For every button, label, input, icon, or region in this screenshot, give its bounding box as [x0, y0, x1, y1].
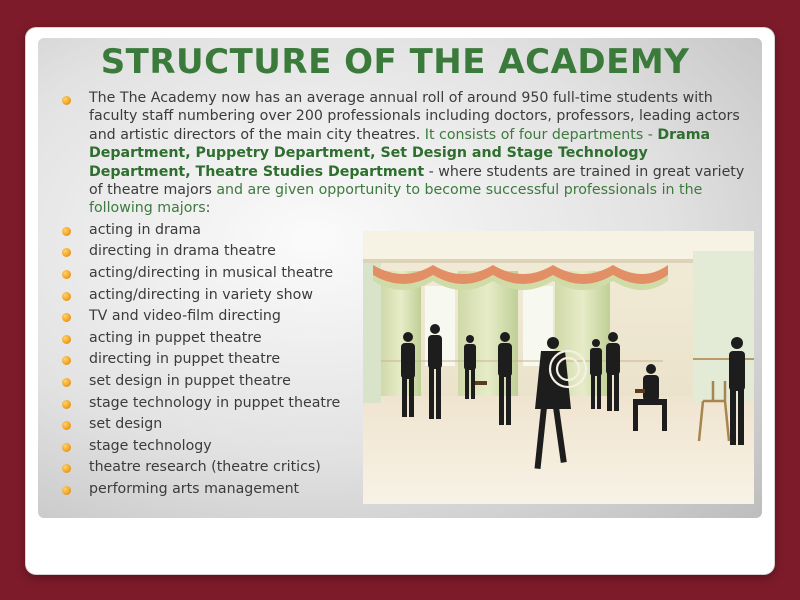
- bullet-icon: [62, 421, 71, 430]
- major-label: theatre research (theatre critics): [89, 459, 321, 476]
- bullet-icon: [62, 356, 71, 365]
- bullet-icon: [62, 270, 71, 279]
- major-label: directing in puppet theatre: [89, 351, 281, 368]
- bullet-icon: [62, 378, 71, 387]
- major-label: stage technology in puppet theatre: [89, 394, 341, 411]
- major-label: acting in puppet theatre: [89, 329, 262, 346]
- intro-text-2: It consists of four departments -: [420, 126, 658, 143]
- departments-text: Drama Department, Puppetry Department, Set Design and Stage Technology Department, Theatre Studies Department: [89, 126, 711, 180]
- major-label: directing in drama theatre: [89, 243, 276, 260]
- bullet-icon: [62, 400, 71, 409]
- intro-text-1: The The Academy now has an average annual roll of around 950 full-time students with faculty staff numbering over 200 professionals including doctors, professors, leading actors and artistic directors of the main city theatres.: [89, 90, 740, 143]
- intro-text-5: :: [205, 200, 211, 217]
- bullet-icon: [62, 227, 71, 236]
- major-label: TV and video-film directing: [89, 308, 281, 325]
- slide-title: STRUCTURE OF THE ACADEMY: [100, 42, 690, 82]
- major-label: stage technology: [89, 437, 212, 454]
- major-label: set design in puppet theatre: [89, 373, 291, 389]
- rehearsal-photo-illustration: [363, 231, 754, 504]
- bullet-icon: [62, 335, 71, 344]
- bullet-icon: [62, 292, 71, 301]
- bullet-icon: [62, 443, 71, 452]
- rehearsal-photo: [363, 231, 754, 504]
- major-label: acting/directing in musical theatre: [89, 265, 334, 282]
- bullet-icon: [62, 313, 71, 322]
- bullet-icon: [62, 96, 71, 105]
- major-label: acting in drama: [89, 221, 201, 238]
- bullet-icon: [62, 248, 71, 257]
- major-label: set design: [89, 416, 163, 433]
- intro-text-4: and are given opportunity to become successful professionals in the following majors: [89, 182, 703, 217]
- intro-text-3: - where students are trained in great variety of theatre majors: [89, 163, 745, 199]
- bullet-icon: [62, 486, 71, 495]
- major-label: performing arts management: [89, 480, 300, 497]
- major-label: acting/directing in variety show: [89, 286, 313, 303]
- bullet-icon: [62, 464, 71, 473]
- intro-paragraph: [62, 89, 752, 218]
